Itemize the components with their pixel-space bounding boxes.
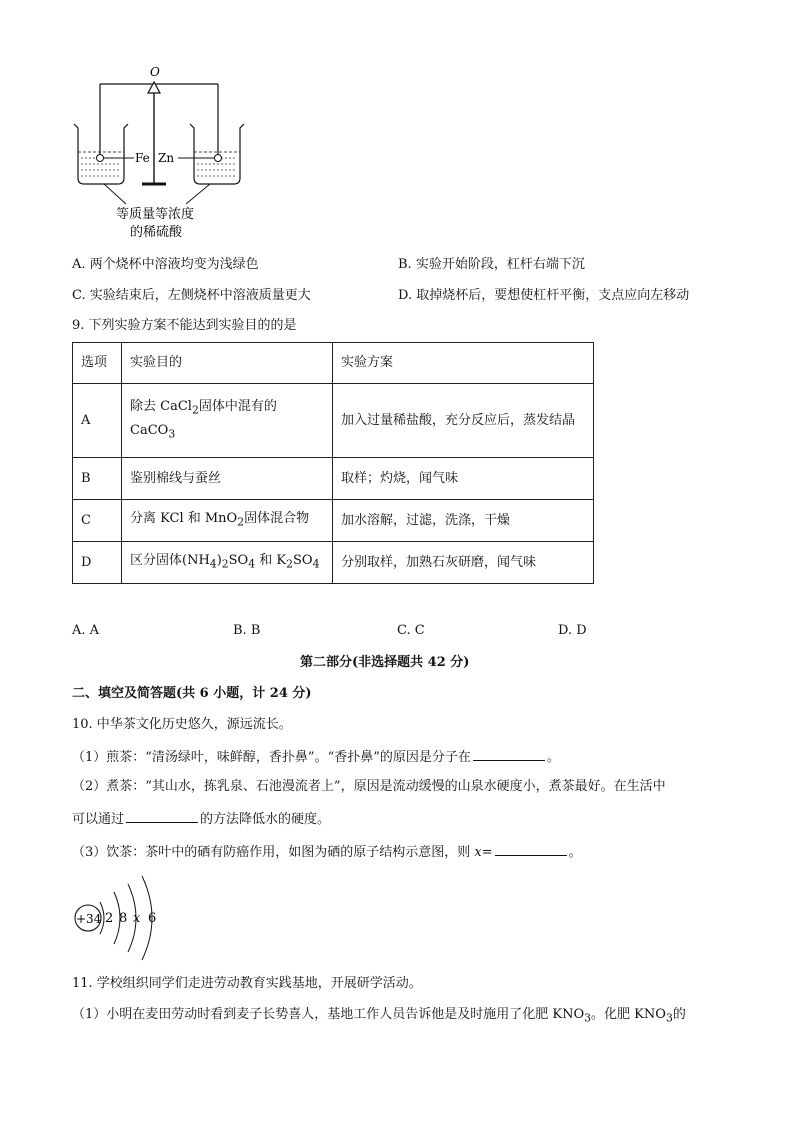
q9-stem: 9. 下列实验方案不能达到实验目的的是 (72, 318, 297, 333)
q9-answer-c: C. C (397, 623, 425, 638)
figure-caption-line2: 的稀硫酸 (130, 225, 183, 240)
q9-answer-a: A. A (72, 623, 100, 638)
row-plan: 加水溶解，过滤，洗涤，干燥 (333, 500, 594, 542)
atom-structure-diagram (70, 872, 170, 964)
q10-sub2-line1: （2）煮茶：“其山水，拣乳泉、石池漫流者上”，原因是流动缓慢的山泉水硬度小，煮茶最好。在生活中 (72, 779, 666, 794)
fe-label: Fe (135, 151, 150, 165)
table-row (73, 500, 594, 542)
answer-blank[interactable] (495, 842, 567, 856)
row-option: D (73, 542, 122, 584)
q8-option-b: B. 实验开始阶段，杠杆右端下沉 (398, 257, 585, 272)
answer-blank[interactable] (473, 747, 545, 761)
table-row (73, 542, 594, 584)
experiment-table (72, 342, 594, 584)
nucleus-charge: +34 (76, 912, 102, 926)
q10-stem: 10. 中华茶文化历史悠久，源远流长。 (72, 717, 292, 732)
table-row (73, 458, 594, 500)
answer-blank[interactable] (126, 809, 198, 823)
header-plan: 实验方案 (333, 343, 594, 384)
q11-stem: 11. 学校组织同学们走进劳动教育实践基地，开展研学活动。 (72, 976, 422, 991)
shell-2-electrons: 8 (119, 911, 128, 926)
q8-option-a: A. 两个烧杯中溶液均变为浅绿色 (72, 257, 259, 272)
q10-sub3: （3）饮茶：茶叶中的硒有防癌作用，如图为硒的原子结构示意图，则 x= 。 (72, 842, 582, 862)
q11-sub1: （1）小明在麦田劳动时看到麦子长势喜人，基地工作人员告诉他是及时施用了化肥 $KNO_3$。化肥 $KNO_3$的 (72, 1007, 686, 1025)
shell-3-electrons: x (133, 911, 141, 926)
row-plan: 加入过量稀盐酸，充分反应后，蒸发结晶 (333, 384, 594, 458)
row-purpose: 分离 KCl 和 MnO$_2$固体混合物 (122, 500, 333, 542)
part2-title: 第二部分(非选择题共 42 分) (300, 655, 470, 670)
row-option: A (73, 384, 122, 458)
header-purpose: 实验目的 (122, 343, 333, 384)
q8-option-c: C. 实验结束后，左侧烧杯中溶液质量更大 (72, 288, 311, 303)
q9-answer-d: D. D (558, 623, 587, 638)
header-option: 选项 (73, 343, 122, 384)
q9-answer-b: B. B (233, 623, 261, 638)
row-option: B (73, 458, 122, 500)
right-beaker (190, 124, 244, 184)
q8-option-d: D. 取掉烧杯后，要想使杠杆平衡，支点应向左移动 (398, 288, 690, 303)
shell-1-electrons: 2 (105, 911, 114, 926)
figure-caption-line1: 等质量等浓度 (116, 207, 195, 222)
row-option: C (73, 500, 122, 542)
table-row (73, 384, 594, 458)
row-purpose: 区分固体$(NH_4)_2SO_4$ 和 $K_2SO_4$ (122, 542, 333, 584)
q10-sub1: （1）煎茶：“清汤绿叶，味鲜醇，香扑鼻”。“香扑鼻”的原因是分子在 。 (72, 747, 560, 767)
row-plan: 取样；灼烧，闻气味 (333, 458, 594, 500)
section-title: 二、填空及简答题(共 6 小题，计 24 分) (72, 686, 312, 701)
row-purpose: 除去 CaCl$_2$固体中混有的 CaCO$_3$ (122, 384, 333, 458)
zn-ball (215, 155, 222, 162)
fe-ball (97, 155, 104, 162)
row-plan: 分别取样，加熟石灰研磨，闻气味 (333, 542, 594, 584)
pivot-label: O (150, 65, 160, 79)
q10-sub2-line2: 可以通过 的方法降低水的硬度。 (72, 809, 330, 829)
zn-label: Zn (158, 151, 175, 165)
lever-beaker-figure (60, 62, 260, 242)
row-purpose: 鉴别棉线与蚕丝 (122, 458, 333, 500)
shell-4-electrons: 6 (148, 911, 157, 926)
table-header-row (73, 343, 594, 384)
left-beaker (74, 124, 128, 184)
